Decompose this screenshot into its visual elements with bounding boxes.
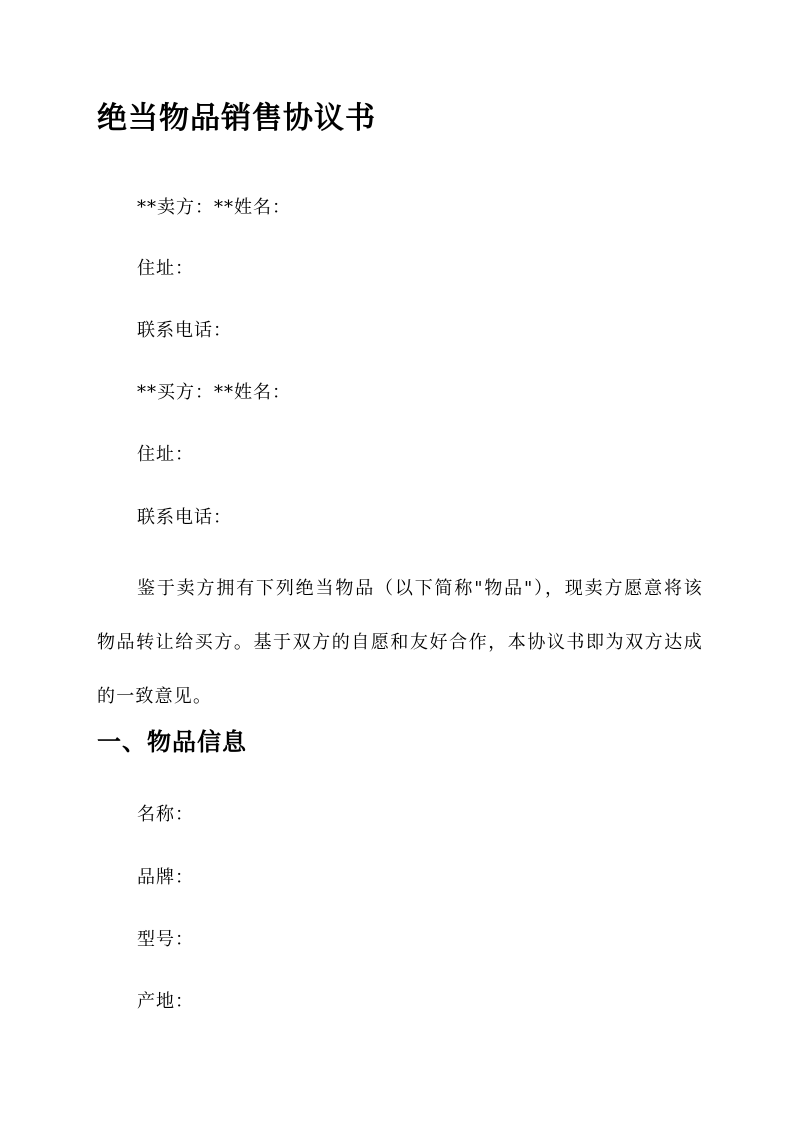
seller-address-label: 住址： [137,258,194,279]
seller-name-label: **卖方：**姓名： [137,197,291,218]
buyer-phone-label: 联系电话： [137,507,232,528]
preamble-paragraph: 鉴于卖方拥有下列绝当物品（以下简称"物品"），现卖方愿意将该物品转让给买方。基于双方的自愿和友好合作，本协议书即为双方达成的一致意见。 [97,578,703,707]
seller-phone-label: 联系电话： [137,320,232,341]
item-name-label: 名称： [137,804,194,825]
item-model-label: 型号： [137,929,194,950]
item-brand-label: 品牌： [137,867,194,888]
item-origin-label: 产地： [137,991,194,1012]
buyer-address-label: 住址： [137,444,194,465]
document-title: 绝当物品销售协议书 [97,101,376,136]
section-heading-item-info: 一、物品信息 [97,727,247,756]
buyer-name-label: **买方：**姓名： [137,382,291,403]
